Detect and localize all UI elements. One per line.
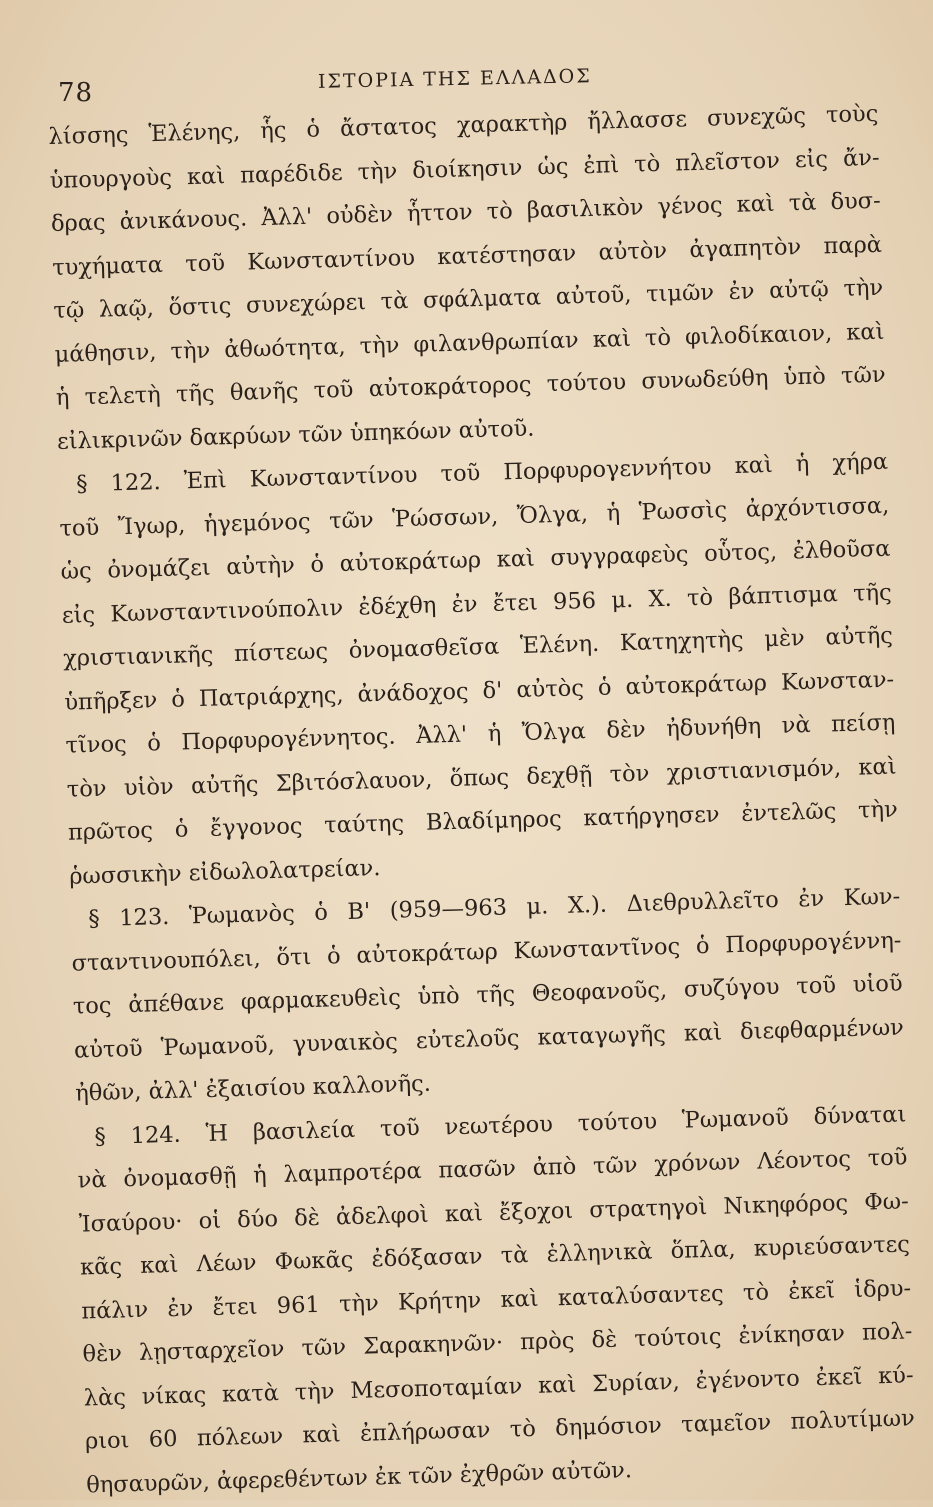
text-line: δρας ἀνικάνους. Ἀλλ' οὐδὲν ἧττον τὸ βασιλικὸν γένος καὶ τὰ δυσ- <box>50 187 882 237</box>
text-line: πάλιν ἐν ἔτει 961 τὴν Κρήτην καὶ καταλύσαντες τὸ ἐκεῖ ἱδρυ- <box>81 1274 912 1325</box>
text-line: τυχήματα τοῦ Κωνσταντίνου κατέστησαν αὐτὸν ἀγαπητὸν παρὰ <box>51 231 883 281</box>
body-text <box>48 93 917 1507</box>
text-line: λίσσης Ἑλένης, ἧς ὁ ἄστατος χαρακτὴρ ἤλλασσε συνεχῶς τοὺς <box>48 100 879 150</box>
text-line: ἠθῶν, ἀλλ' ἐξαισίου καλλονῆς. <box>74 1070 432 1107</box>
text-line: ὑπῆρξεν ὁ Πατριάρχης, ἀνάδοχος δ' αὐτὸς ὁ αὐτοκράτωρ Κωνσταν- <box>64 666 895 716</box>
text-line: ὑπουργοὺς καὶ παρέδιδε τὴν διοίκησιν ὡς ἐπὶ τὸ πλεῖστον εἰς ἄν- <box>49 144 880 194</box>
text-line: τοῦ Ἴγωρ, ἡγεμόνος τῶν Ῥώσσων, Ὄλγα, ἡ Ῥωσσὶς ἀρχόντισσα, <box>59 492 890 542</box>
text-line: σταντινουπόλει, ὅτι ὁ αὐτοκράτωρ Κωνσταντῖνος ὁ Πορφυρογέννη- <box>71 926 902 977</box>
text-line: ὡς ὀνομάζει αὐτὴν ὁ αὐτοκράτωρ καὶ συγγραφεὺς οὗτος, ἐλθοῦσα <box>60 535 891 585</box>
text-line: εἰς Κωνσταντινούπολιν ἐδέχθη ἐν ἔτει 956 μ. Χ. τὸ βάπτισμα τῆς <box>61 579 892 629</box>
text-line: τῖνος ὁ Πορφυρογέννητος. Ἀλλ' ἡ Ὄλγα δὲν ἠδυνήθη νὰ πείσῃ <box>65 709 896 759</box>
text-line: νὰ ὀνομασθῇ ἡ λαμπροτέρα πασῶν ἀπὸ τῶν χρόνων Λέοντος τοῦ <box>77 1144 908 1194</box>
text-line: τῷ λαῷ, ὅστις συνεχώρει τὰ σφάλματα αὐτοῦ, τιμῶν ἐν αὐτῷ τὴν <box>53 274 884 324</box>
running-title: ΙΣΤΟΡΙΑ ΤΗΣ ΕΛΛΑΔΟΣ <box>317 65 592 93</box>
text-line: θὲν λῃσταρχεῖον τῶν Σαρακηνῶν· πρὸς δὲ τούτοις ἐνίκησαν πολ- <box>82 1318 913 1368</box>
text-line: πρῶτος ὁ ἔγγονος ταύτης Βλαδίμηρος κατήργησεν ἐντελῶς τὴν <box>67 796 899 846</box>
section-123-line: § 123. Ῥωμανὸς ὁ Β' (959—963 μ. Χ.). Διεθρυλλεῖτο ἐν Κων- <box>88 883 901 933</box>
text-line: Ἰσαύρου· οἱ δύο δὲ ἀδελφοὶ καὶ ἔξοχοι στρατηγοὶ Νικηφόρος Φω- <box>78 1187 909 1238</box>
section-122-line: § 122. Ἐπὶ Κωνσταντίνου τοῦ Πορφυρογεννήτου καὶ ἡ χήρα <box>75 448 889 498</box>
text-line: ριοι 60 πόλεων καὶ ἐπλήρωσαν τὸ δημόσιον ταμεῖον πολυτίμων <box>84 1405 916 1455</box>
text-line: τὸν υἱὸν αὐτῆς Σβιτόσλαυον, ὅπως δεχθῇ τὸν χριστιανισμόν, καὶ <box>66 753 897 803</box>
page-number: 78 <box>58 78 94 108</box>
text-line: θησαυρῶν, ἀφερεθέντων ἐκ τῶν ἐχθρῶν αὐτῶν. <box>85 1456 633 1498</box>
text-line: λὰς νίκας κατὰ τὴν Μεσοποταμίαν καὶ Συρίαν, ἐγένοντο ἐκεῖ κύ- <box>83 1361 914 1411</box>
text-line: μάθησιν, τὴν ἀθωότητα, τὴν φιλανθρωπίαν καὶ τὸ φιλοδίκαιον, καὶ <box>54 318 885 368</box>
text-line: ἡ τελετὴ τῆς θανῆς τοῦ αὐτοκράτορος τούτου συνωδεύθη ὑπὸ τῶν <box>55 361 886 411</box>
text-line: ῥωσσικὴν εἰδωλολατρείαν. <box>68 854 381 890</box>
section-124-line: § 124. Ἡ βασιλεία τοῦ νεωτέρου τούτου Ῥωμανοῦ δύναται <box>94 1100 907 1150</box>
text-line: εἰλικρινῶν δακρύων τῶν ὑπηκόων αὐτοῦ. <box>56 415 535 455</box>
text-line: κᾶς καὶ Λέων Φωκᾶς ἐδόξασαν τὰ ἑλληνικὰ ὅπλα, κυριεύσαντες <box>79 1231 911 1281</box>
text-line: χριστιανικῆς πίστεως ὀνομασθεῖσα Ἑλένη. Κατηχητὴς μὲν αὐτῆς <box>62 622 894 672</box>
text-line: τος ἀπέθανε φαρμακευθεὶς ὑπὸ τῆς Θεοφανοῦς, συζύγου τοῦ υἱοῦ <box>72 970 903 1020</box>
text-line: αὐτοῦ Ῥωμανοῦ, γυναικὸς εὐτελοῦς καταγωγῆς καὶ διεφθαρμένων <box>73 1013 905 1064</box>
